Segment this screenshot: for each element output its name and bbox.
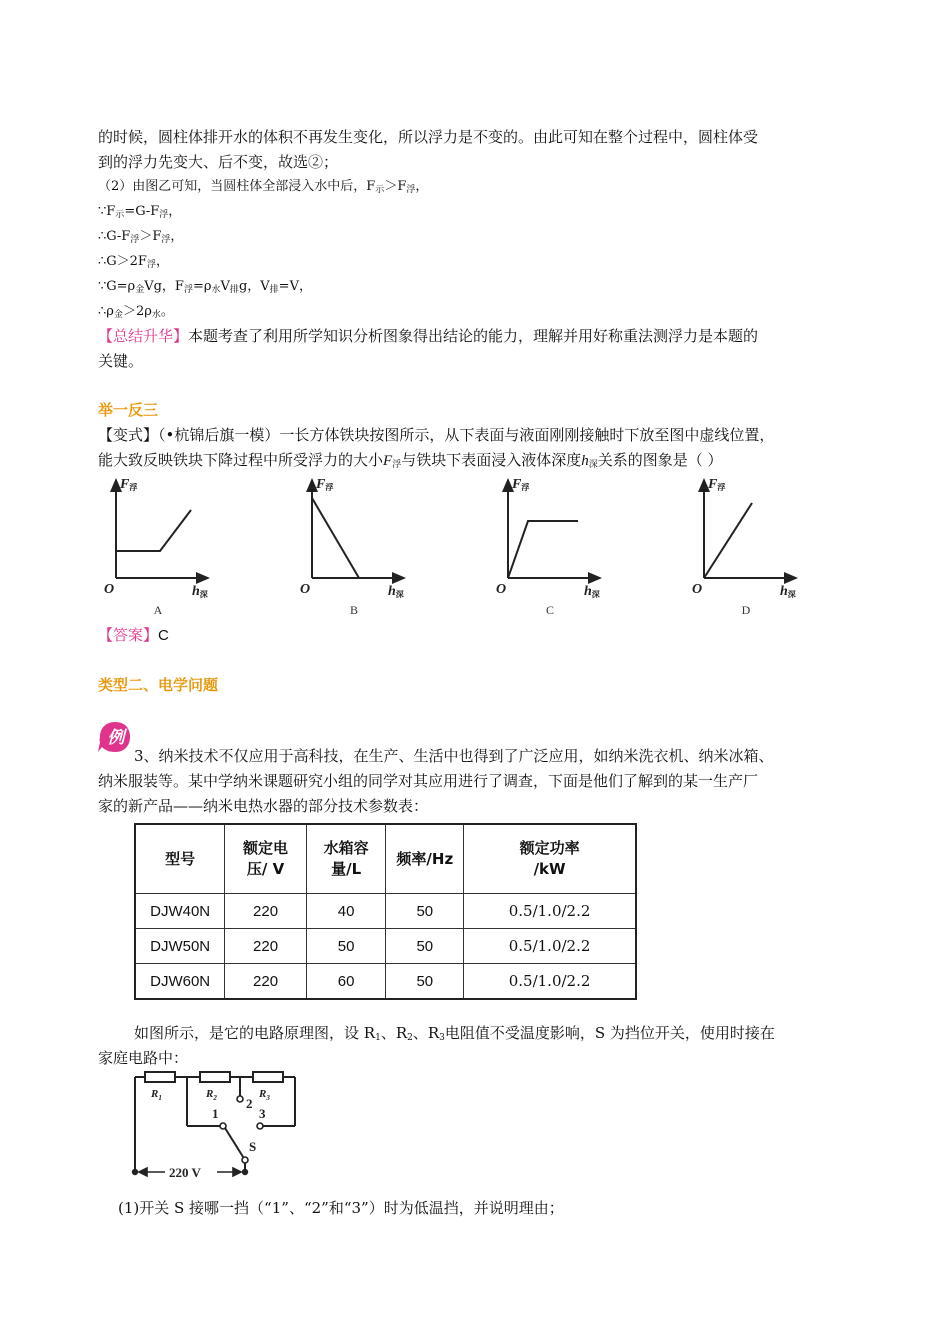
- header-frequency: 频率/Hz: [386, 824, 464, 894]
- graph-option-label: D: [741, 603, 751, 617]
- circuit-line-2: 家庭电路中：: [98, 1049, 189, 1067]
- example-line-1: 3、纳米技术不仅应用于高科技，在生产、生活中也得到了广泛应用，如纳米洗衣机、纳米冰箱、: [134, 747, 774, 765]
- example-line-2: 纳米服装等。某中学纳米课题研究小组的同学对其应用进行了调查，下面是他们了解到的某一生产厂: [98, 772, 759, 790]
- terminal-3-label: 3: [259, 1106, 266, 1121]
- graph-curve: [312, 498, 359, 578]
- cell-capacity: 40: [306, 894, 386, 929]
- graph-origin: O: [496, 582, 507, 597]
- circuit-diagram: [125, 1068, 305, 1184]
- resistor-r3: [253, 1072, 283, 1082]
- practice-heading: 举一反三: [98, 401, 159, 419]
- answer-value: C: [158, 627, 169, 644]
- svg-text:R2: $R_2$: [206, 1088, 217, 1102]
- cell-capacity: 60: [306, 964, 386, 1000]
- svg-text:R1: $R_1$: [151, 1088, 162, 1102]
- practice-line-1: 【变式】（•杭锦后旗一模）一长方体铁块按图所示，从下表面与液面刚刚接触时下放至图中虚线位置，: [98, 426, 775, 444]
- example-badge: [98, 720, 132, 754]
- graph-curve: [508, 521, 578, 578]
- graph-origin: O: [692, 582, 703, 597]
- solution-line-2: 到的浮力先变大、后不变，故选②；: [98, 153, 339, 171]
- cell-model: DJW40N: [135, 894, 225, 929]
- answer-graphs: [98, 474, 818, 620]
- cell-voltage: 220: [225, 894, 307, 929]
- resistor-r1: [145, 1072, 175, 1082]
- graph-A: [104, 477, 208, 617]
- graph-x-label: h深: [584, 584, 600, 599]
- solution-line-7: $\because G=\rho_金Vg$，$F_浮=\rho_水V_排g$，$V_排=V$，: [98, 279, 312, 295]
- switch-pivot: [242, 1157, 248, 1163]
- question-line: (1)开关 S 接哪一挡（“1”、“2”和“3”）时为低温挡，并说明理由；: [118, 1199, 564, 1217]
- svg-text:R3: $R_3$: [259, 1088, 270, 1102]
- cell-power: 0.5/1.0/2.2: [464, 929, 636, 964]
- terminal-2: [237, 1096, 243, 1102]
- circuit-line-1: 如图所示，是它的电路原理图，设 $R_1$、$R_2$、$R_3$电阻值不受温度影响，S 为挡位开关，使用时接在: [134, 1024, 775, 1043]
- cell-model: DJW50N: [135, 929, 225, 964]
- cell-power: 0.5/1.0/2.2: [464, 894, 636, 929]
- graph-C: [496, 477, 600, 617]
- graph-option-label: A: [153, 603, 163, 617]
- resistor-r2: [200, 1072, 230, 1082]
- graph-x-label: h深: [388, 584, 404, 599]
- table-row: [135, 894, 636, 929]
- table-row: [135, 929, 636, 964]
- terminal-1-label: 1: [212, 1106, 219, 1121]
- cell-frequency: 50: [386, 964, 464, 1000]
- graph-y-label: F浮: [316, 477, 334, 492]
- header-voltage: 额定电 压/ V: [225, 824, 307, 894]
- graph-y-label: F浮: [708, 477, 726, 492]
- voltage-label: 220 V: [169, 1165, 201, 1180]
- table-row: [135, 964, 636, 1000]
- cell-power: 0.5/1.0/2.2: [464, 964, 636, 1000]
- solution-line-4: $\because F_示=G-F_浮$，: [98, 204, 182, 220]
- summary-tag: 【总结升华】: [98, 327, 189, 345]
- practice-tag: 【变式】: [98, 426, 159, 444]
- graph-y-label: F浮: [120, 477, 138, 492]
- example-badge-label: 例: [107, 728, 125, 747]
- cell-capacity: 50: [306, 929, 386, 964]
- header-capacity: 水箱容 量/L: [306, 824, 386, 894]
- graph-B: [300, 477, 404, 617]
- example-line-3: 家的新产品——纳米电热水器的部分技术参数表：: [98, 797, 429, 815]
- cell-frequency: 50: [386, 929, 464, 964]
- cell-model: DJW60N: [135, 964, 225, 1000]
- graph-D: [692, 477, 796, 617]
- terminal-2-label: 2: [246, 1096, 253, 1111]
- solution-line-8: $\therefore\rho_金>2\rho_水$。: [98, 304, 174, 320]
- answer-tag: 【答案】: [98, 626, 159, 644]
- graph-origin: O: [300, 582, 311, 597]
- terminal-3: [257, 1123, 263, 1129]
- graph-origin: O: [104, 582, 115, 597]
- graph-x-label: h深: [192, 584, 208, 599]
- header-model: 型号: [135, 824, 225, 894]
- header-power: 额定功率 /kW: [464, 824, 636, 894]
- answer-line: [98, 625, 169, 646]
- summary-line-1: 【总结升华】本题考查了利用所学知识分析图象得出结论的能力，理解并用好称重法测浮力是本题的: [98, 327, 759, 345]
- graph-curve: [116, 510, 191, 551]
- graph-y-label: F浮: [512, 477, 530, 492]
- terminal-1: [220, 1123, 226, 1129]
- graph-option-label: B: [349, 603, 359, 617]
- solution-line-1: 的时候，圆柱体排开水的体积不再发生变化，所以浮力是不变的。由此可知在整个过程中，圆柱体受: [98, 128, 759, 146]
- practice-line-2: 能大致反映铁块下降过程中所受浮力的大小$F_浮$与铁块下表面浸入液体深度$h_深$关系的图象是（ ）: [98, 451, 723, 470]
- cell-frequency: 50: [386, 894, 464, 929]
- graph-option-label: C: [545, 603, 555, 617]
- section2-heading: 类型二、电学问题: [98, 676, 219, 694]
- solution-line-3: （2）由图乙可知，当圆柱体全部浸入水中后，$F_示>F_浮$，: [98, 179, 429, 195]
- solution-line-6: $\therefore G>2F_浮$，: [98, 254, 169, 270]
- solution-line-5: $\therefore G-F_浮>F_浮$，: [98, 229, 184, 245]
- switch-label: S: [249, 1139, 257, 1154]
- cell-voltage: 220: [225, 929, 307, 964]
- summary-line-2: 关键。: [98, 352, 144, 370]
- graph-x-label: h深: [780, 584, 796, 599]
- cell-voltage: 220: [225, 964, 307, 1000]
- spec-table: [134, 823, 637, 1000]
- spec-table-header: [135, 824, 636, 894]
- graph-curve: [704, 503, 752, 578]
